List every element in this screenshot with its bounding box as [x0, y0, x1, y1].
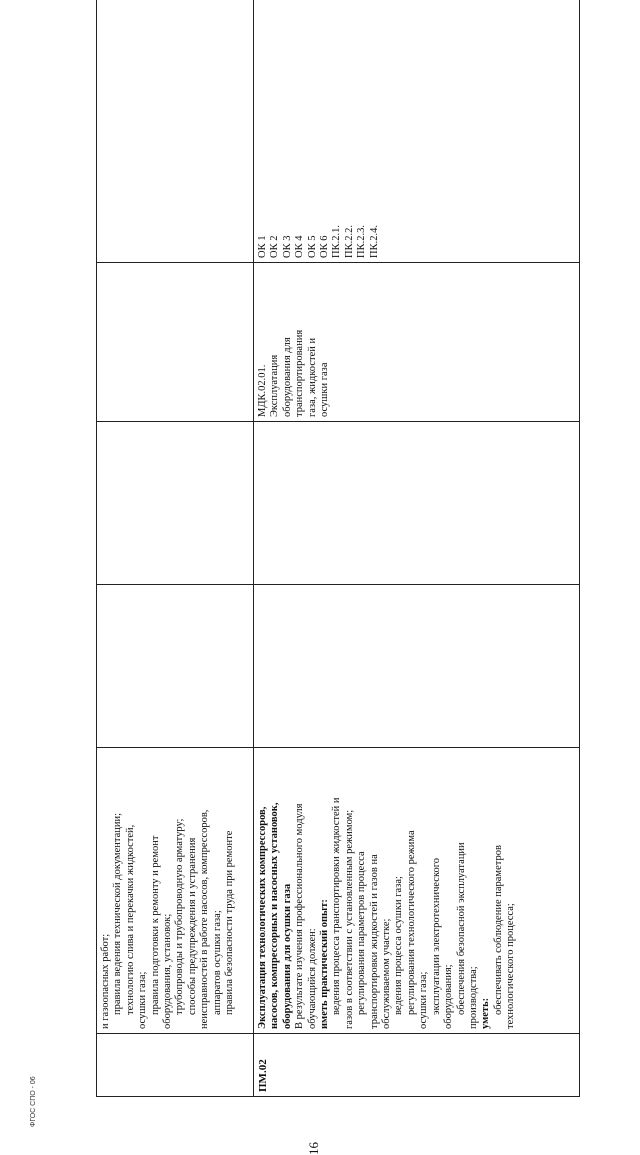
skills-label: уметь:: [480, 997, 492, 1029]
experience-label: иметь практический опыт:: [319, 899, 331, 1029]
experience-item: ведения процесса осушки газа;: [393, 876, 405, 1015]
cell-hours2: [254, 422, 580, 585]
competency-code: ОК 2: [269, 235, 281, 258]
text-line: способы предупреждения и устранения: [186, 837, 198, 1015]
mdk-line: газа, жидкостей и: [306, 337, 318, 417]
text-line: аппаратов осушки газа;: [211, 910, 223, 1015]
text-line: технологию слива и перекачки жидкостей,: [124, 824, 136, 1015]
skills-list: [493, 752, 518, 1029]
cell-hours: [254, 585, 580, 748]
mdk-line: оборудования для: [281, 337, 293, 417]
text-line: оборудования, установок;: [162, 913, 174, 1029]
cell-module-content: [254, 748, 580, 1034]
competency-code: ОК 3: [281, 235, 293, 258]
experience-list: [331, 752, 480, 1029]
text-line: трубопроводы и трубопроводную арматуру;: [174, 818, 186, 1015]
prev-content-lines: [100, 752, 236, 1029]
intro-line: В результате изучения профессионального модуля: [294, 803, 306, 1029]
cell-mdk: [254, 263, 580, 422]
title-line: оборудования для осушки газа: [281, 883, 293, 1029]
table-row-pm02: [254, 0, 580, 1097]
competency-code: ОК 5: [306, 235, 318, 258]
mdk-line: МДК.02.01.: [257, 364, 268, 417]
competency-code: ОК 4: [294, 235, 306, 258]
module-code: ПМ.02: [257, 1059, 269, 1092]
title-line: насосов, компрессорных и насосных установок,: [269, 802, 281, 1029]
table-row-prev: [97, 0, 254, 1097]
cell-mdk-prev: [97, 263, 254, 422]
text-line: и газоопасных работ;: [100, 933, 111, 1029]
experience-item: обеспечения безопасной эксплуатации: [455, 842, 467, 1015]
experience-item: регулирования параметров процесса: [356, 851, 368, 1015]
cell-competencies-prev: [97, 0, 254, 263]
module-intro: [294, 752, 319, 1029]
title-line: Эксплуатация технологических компрессоров,: [257, 806, 268, 1029]
cell-module-code: [254, 1034, 580, 1097]
rotated-page: [30, 32, 580, 1155]
experience-item: газов в соответствии с установленным режимом;: [343, 809, 355, 1029]
mdk-name: [257, 267, 331, 417]
experience-item: эксплуатации электротехнического: [430, 857, 442, 1015]
experience-item: регулирования технологического режима: [405, 830, 417, 1015]
cell-hours-prev: [97, 585, 254, 748]
cell-hours2-prev: [97, 422, 254, 585]
competency-code: ОК 6: [319, 235, 331, 258]
curriculum-table: [96, 0, 580, 1097]
text-line: неисправностей в работе насосов, компрессоров,: [199, 809, 211, 1029]
page-number: 16: [306, 1142, 321, 1155]
experience-item: транспортировки жидкостей и газов на: [368, 854, 380, 1029]
text-line: правила безопасности труда при ремонте: [224, 830, 236, 1015]
intro-line: обучающийся должен:: [306, 928, 318, 1029]
experience-item: оборудования;: [443, 964, 455, 1029]
experience-item: обслуживаемом участке;: [381, 918, 393, 1029]
text-line: правила ведения технической документации;: [112, 812, 124, 1015]
experience-item: ведения процесса транспортировки жидкостей и: [331, 797, 343, 1015]
text-line: осушки газа;: [137, 971, 149, 1029]
competency-code: ПК.2.2.: [343, 225, 355, 258]
cell-content-prev: [97, 748, 254, 1034]
competency-code: ОК 1: [257, 235, 268, 258]
experience-item: производства;: [467, 966, 479, 1029]
mdk-line: транспортирования: [294, 329, 306, 417]
footer-code: ФГОС СПО - 06: [30, 1076, 37, 1127]
module-title: [257, 752, 294, 1029]
mdk-line: Эксплуатация: [269, 354, 281, 417]
cell-competencies: [254, 0, 580, 263]
competency-code: ПК.2.1.: [331, 225, 343, 258]
competency-code: ПК.2.3.: [356, 225, 368, 258]
competency-code: ПК.2.4.: [368, 225, 380, 258]
mdk-line: осушки газа: [319, 362, 331, 417]
competency-list: [257, 0, 381, 258]
skill-item: обеспечивать соблюдение параметров: [492, 845, 504, 1015]
skill-item: технологического процесса;: [505, 903, 517, 1029]
cell-index-prev: [97, 1034, 254, 1097]
experience-item: осушки газа;: [418, 971, 430, 1029]
text-line: правила подготовки к ремонту и ремонт: [149, 835, 161, 1015]
